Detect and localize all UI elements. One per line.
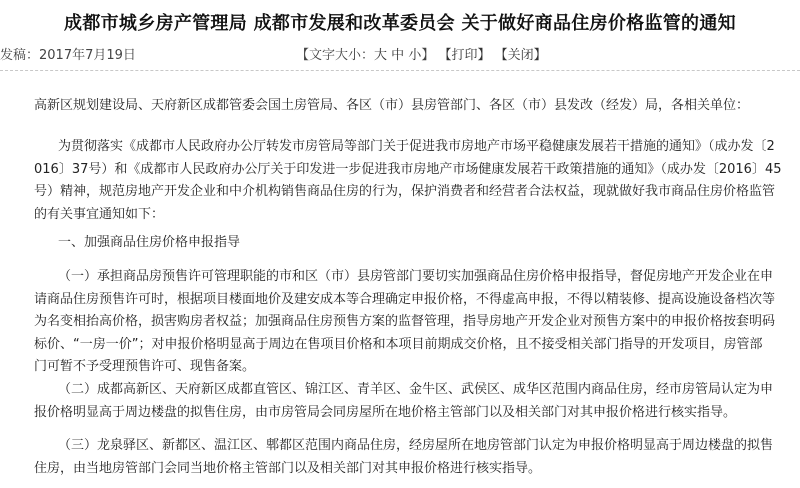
clause-1-paragraph	[0, 266, 775, 379]
paragraph-line: 报价格明显高于周边楼盘的拟售住房，由市房管局会同房屋所在地价格主管部门以及相关部门对其申报价格进行核实指导。	[34, 404, 737, 420]
paragraph-line: 号）精神，规范房地产开发企业和中介机构销售商品住房的行为，保护消费者和经营者合法权益，现就做好我市商品住房价格监管	[34, 184, 776, 199]
paragraph-line: 为贯彻落实《成都市人民政府办公厅转发市房管局等部门关于促进我市房地产市场平稳健康发展若干措施的通知》（成办发〔2	[58, 139, 775, 154]
font-size-small-button[interactable]: 小	[408, 48, 422, 63]
article-tools	[296, 44, 547, 63]
paragraph-line: 住房，由当地房管部门会同当地价格主管部门以及相关部门对其申报价格进行核实指导。	[34, 460, 542, 476]
font-size-medium-button[interactable]: 中	[391, 48, 405, 63]
page-title: 成都市城乡房产管理局 成都市发展和改革委员会 关于做好商品住房价格监管的通知	[64, 13, 736, 34]
paragraph-line: 门可暂不予受理预售许可、现售备案。	[34, 359, 256, 374]
publish-date: 发稿：2017年7月19日	[0, 48, 136, 63]
paragraph-line: （一）承担商品房预售许可管理职能的市和区（市）县房管部门要切实加强商品住房价格申报指导，督促房地产开发企业在申	[58, 269, 774, 284]
close-button[interactable]: 【关闭】	[494, 48, 547, 63]
clause-3-paragraph	[0, 435, 773, 480]
preamble-paragraph	[0, 136, 781, 226]
paragraph-line: （三）龙泉驿区、新都区、温江区、郫都区范围内商品住房，经房屋所在地房管部门认定为申报价格明显高于周边楼盘的拟售	[58, 438, 774, 453]
font-size-large-button[interactable]: 大	[374, 48, 388, 63]
font-size-close-bracket: 】	[421, 48, 435, 63]
salutation-paragraph	[34, 95, 749, 118]
print-button[interactable]: 【打印】	[438, 48, 491, 63]
paragraph-line: 标价、“一房一价”；对申报价格明显高于周边在售项目价格和本项目前期成交价格，且不接受相关部门指导的开发项目，房管部	[34, 336, 763, 352]
article-meta-bar	[0, 40, 800, 66]
paragraph-line: 016〕37号）和《成都市人民政府办公厅关于印发进一步促进我市房地产市场健康发展若干政策措施的通知》（成办发〔2016〕45	[34, 161, 782, 177]
paragraph-line: 一、加强商品住房价格申报指导	[58, 235, 241, 250]
clause-2-paragraph	[0, 379, 773, 424]
paragraph-line: 请商品住房预售许可时，根据项目楼面地价及建安成本等合理确定申报价格，不得虚高申报，不得以精装修、提高设施设备档次等	[34, 291, 776, 307]
paragraph-line: 高新区规划建设局、天府新区成都管委会国土房管局、各区（市）县房管部门、各区（市）县发改（经发）局，各相关单位：	[34, 98, 750, 113]
section-heading	[58, 232, 240, 255]
font-size-label: 【文字大小：	[296, 48, 375, 63]
paragraph-line: 的有关事宜通知如下：	[34, 206, 165, 222]
paragraph-line: 为名变相抬高价格，损害购房者权益；加强商品住房预售方案的监督管理，指导房地产开发企业对预售方案中的申报价格按套明码	[34, 314, 776, 329]
paragraph-line: （二）成都高新区、天府新区成都直管区、锦江区、青羊区、金牛区、武侯区、成华区范围内商品住房，经市房管局认定为申	[58, 382, 774, 397]
header-divider	[0, 70, 800, 71]
